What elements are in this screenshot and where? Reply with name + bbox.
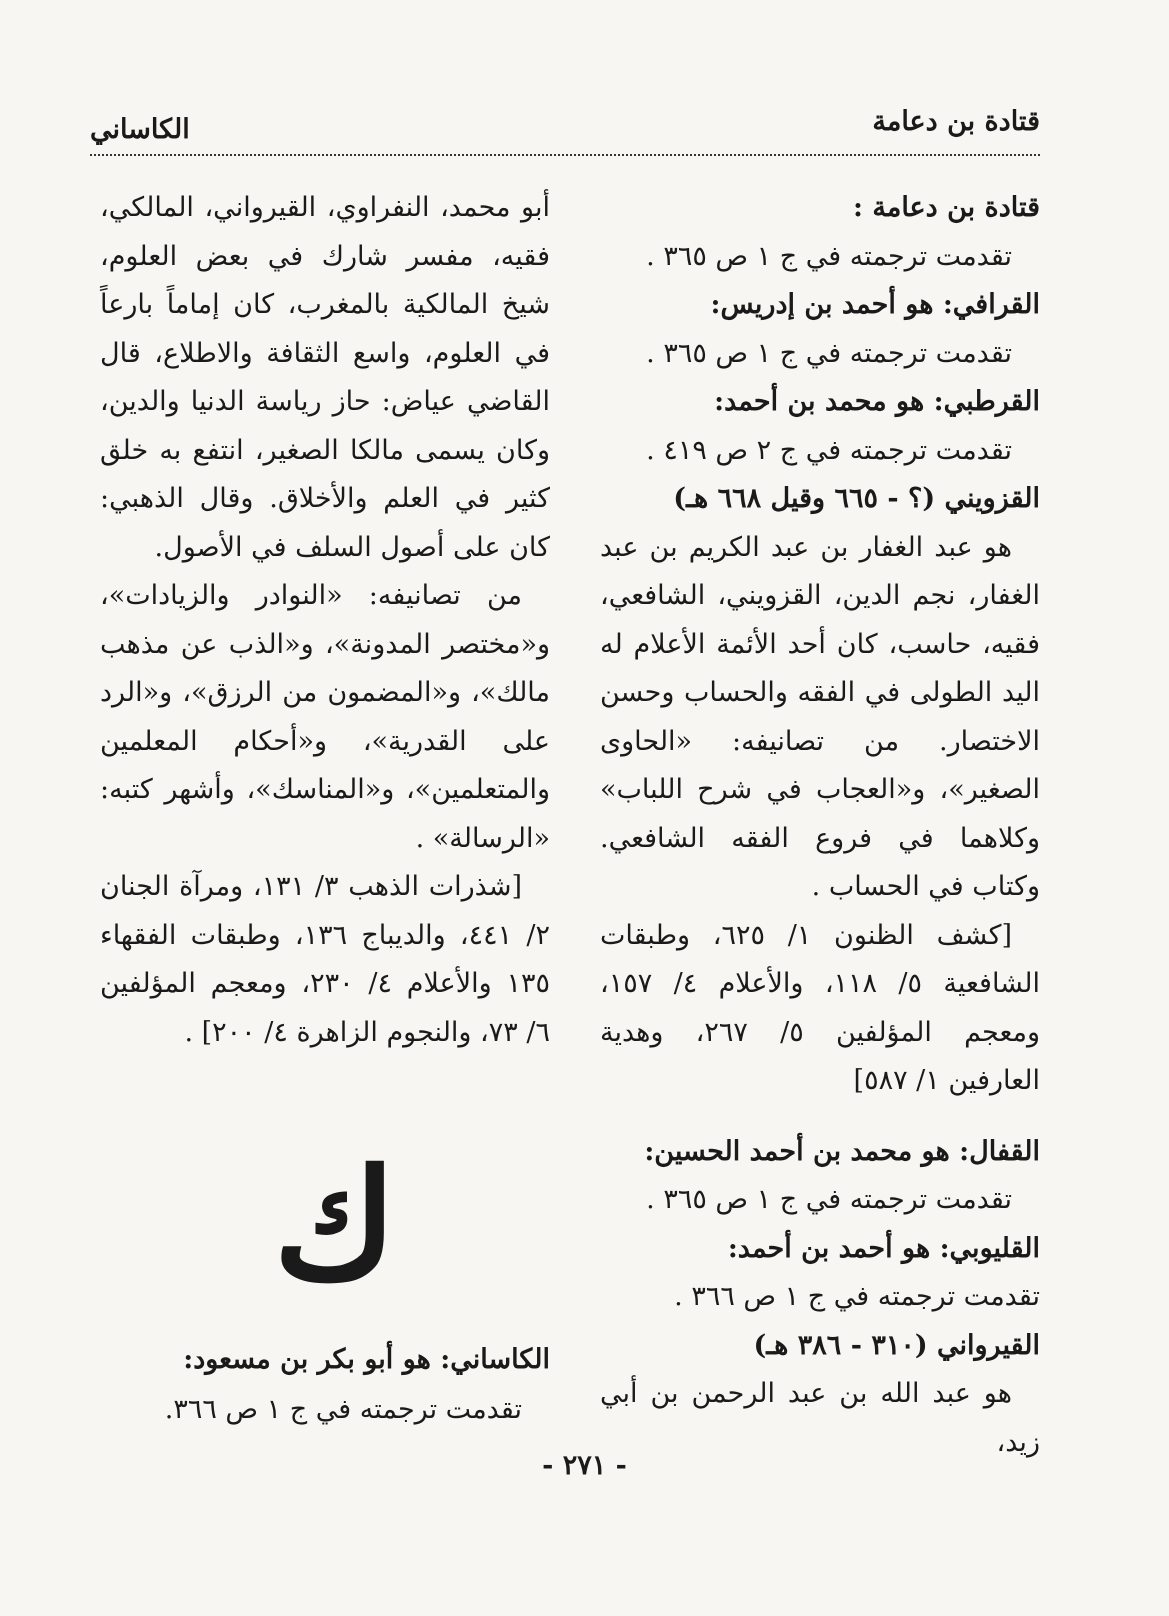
entry-heading: قتادة بن دعامة : [853, 192, 1040, 223]
left-column [100, 184, 550, 1057]
right-column [600, 184, 1040, 1467]
entry-references: [شذرات الذهب ٣/ ١٣١، ومرآة الجنان ٢/ ٤٤١، والديباج ١٣٦، وطبقات الفقهاء ١٣٥ والأعلام ٤/ ٢٣٠، ومعجم المؤلفين ٦/ ٧٣، والنجوم الزاهرة ٤/ ٢٠٠] . [100, 871, 550, 1048]
entry-text: تقدمت ترجمته في ج ١ ص ٣٦٥ . [646, 337, 1012, 369]
entry-text: من تصانيفه: «النوادر والزيادات»، و«مختصر المدونة»، و«الذب عن مذهب مالك»، و«المضمون من الرزق»، و«الرد على القدرية»، و«أحكام المعلمين والمتعلمين»، و«المناسك»، وأشهر كتبه: «الرسالة» . [100, 580, 550, 854]
section-letter: ك [273, 1137, 397, 1313]
entry-text: تقدمت ترجمته في ج ١ ص ٣٦٦ . [674, 1281, 1040, 1312]
entry-heading: القليوبي: هو أحمد بن أحمد: [727, 1232, 1040, 1264]
entry-text: تقدمت ترجمته في ج ١ ص ٣٦٥ . [646, 240, 1012, 272]
entry-text: هو عبد الغفار بن عبد الكريم بن عبد الغفار، نجم الدين، القزويني، الشافعي، فقيه، حاسب، كان أحد الأئمة الأعلام له اليد الطولى في الفقه والحساب وحسن الاختصار. من تصانيفه: «الحاوى الصغير»، و«العجاب في شرح اللباب» وكلاهما في فروع الفقه الشافعي. وكتاب في الحساب . [600, 531, 1040, 902]
entry-heading: القرطبي: هو محمد بن أحمد: [714, 386, 1040, 417]
entry-heading: القرافي: هو أحمد بن إدريس: [710, 289, 1040, 320]
entry-text: هو عبد الله بن عبد الرحمن بن أبي زيد، [600, 1378, 1040, 1458]
kasani-entry [130, 1335, 550, 1435]
page-header [90, 100, 1040, 156]
entry-text: أبو محمد، النفراوي، القيرواني، المالكي، فقيه، مفسر شارك في بعض العلوم، شيخ المالكية بالمغرب، كان إماماً بارعاً في العلوم، واسع الثقافة والاطلاع، قال القاضي عياض: حاز رياسة الدنيا والدين، وكان يسمى مالكا الصغير، انتفع به خلق كثير في العلم والأخلاق. وقال الذهبي: كان على أصول السلف في الأصول. [100, 192, 550, 563]
header-right-title: قتادة بن دعامة [872, 106, 1040, 137]
entry-heading: القزويني (؟ - ٦٦٥ وقيل ٦٦٨ هـ) [673, 483, 1040, 514]
header-left-title: الكاساني [90, 114, 190, 145]
entry-heading: الكاساني: هو أبو بكر بن مسعود: [183, 1344, 550, 1375]
entry-text: تقدمت ترجمته في ج ٢ ص ٤١٩ . [646, 434, 1012, 466]
entry-heading: القفال: هو محمد بن أحمد الحسين: [644, 1135, 1040, 1167]
page-number: - ٢٧١ - [542, 1450, 627, 1481]
entry-text: تقدمت ترجمته في ج ١ ص ٣٦٥ . [646, 1184, 1012, 1215]
entry-heading: القيرواني (٣١٠ - ٣٨٦ هـ) [753, 1329, 1040, 1361]
entry-references: [كشف الظنون ١/ ٦٢٥، وطبقات الشافعية ٥/ ١١٨، والأعلام ٤/ ١٥٧، ومعجم المؤلفين ٥/ ٢٦٧، وهدية العارفين ١/ ٥٨٧] [600, 919, 1040, 1096]
spacer [600, 1106, 1040, 1128]
entry-text: تقدمت ترجمته في ج ١ ص ٣٦٦. [164, 1394, 522, 1425]
